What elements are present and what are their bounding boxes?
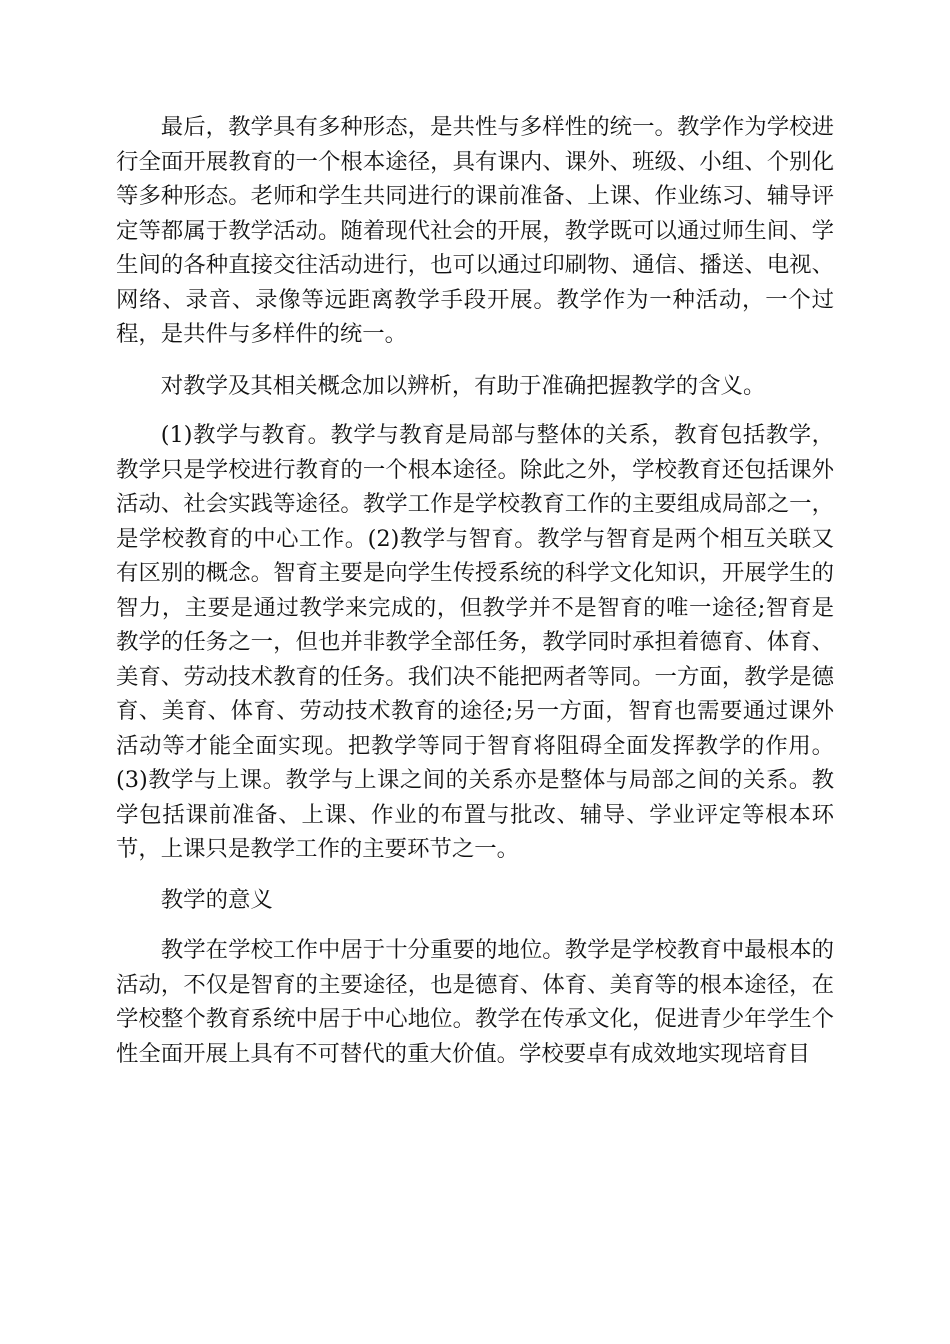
document-page (116, 110, 834, 1071)
paragraph-teaching-forms: 最后，教学具有多种形态，是共性与多样性的统一。教学作为学校进行全面开展教育的一个根本途径，具有课内、课外、班级、小组、个别化等多种形态。老师和学生共同进行的课前准备、上课、作业练习、辅导评定等都属于教学活动。随着现代社会的开展，教学既可以通过师生间、学生间的各种直接交往活动进行，也可以通过印刷物、通信、播送、电视、网络、录音、录像等远距离教学手段开展。教学作为一种活动，一个过程，是共件与多样件的统一。 (116, 114, 834, 347)
section-heading-teaching-significance: 教学的意义 (160, 886, 273, 913)
paragraph-related-concepts: (1)教学与教育。教学与教育是局部与整体的关系，教育包括教学，教学只是学校进行教育的一个根本途径。除此之外，学校教育还包括课外活动、社会实践等途径。教学工作是学校教育工作的主要组成局部之一，是学校教育的中心工作。(2)教学与智育。教学与智育是两个相互关联又有区别的概念。智育主要是向学生传授系统的科学文化知识，开展学生的智力，主要是通过教学来完成的，但教学并不是智育的唯一途径;智育是教学的任务之一，但也并非教学全部任务，教学同时承担着德育、体育、美育、劳动技术教育的任务。我们决不能把两者等同。一方面，教学是德育、美育、体育、劳动技术教育的途径;另一方面，智育也需要通过课外活动等才能全面实现。把教学等同于智育将阻碍全面发挥教学的作用。(3)教学与上课。教学与上课之间的关系亦是整体与局部之间的关系。教学包括课前准备、上课、作业的布置与批改、辅导、学业评定等根本环节，上课只是教学工作的主要环节之一。 (116, 422, 834, 862)
paragraph-concept-analysis: 对教学及其相关概念加以辨析，有助于准确把握教学的含义。 (160, 372, 766, 399)
paragraph-teaching-significance: 教学在学校工作中居于十分重要的地位。教学是学校教育中最根本的活动，不仅是智育的主要途径，也是德育、体育、美育等的根本途径，在学校整个教育系统中居于中心地位。教学在传承文化，促进青少年学生个性全面开展上具有不可替代的重大价值。学校要卓有成效地实现培育目 (116, 937, 834, 1067)
